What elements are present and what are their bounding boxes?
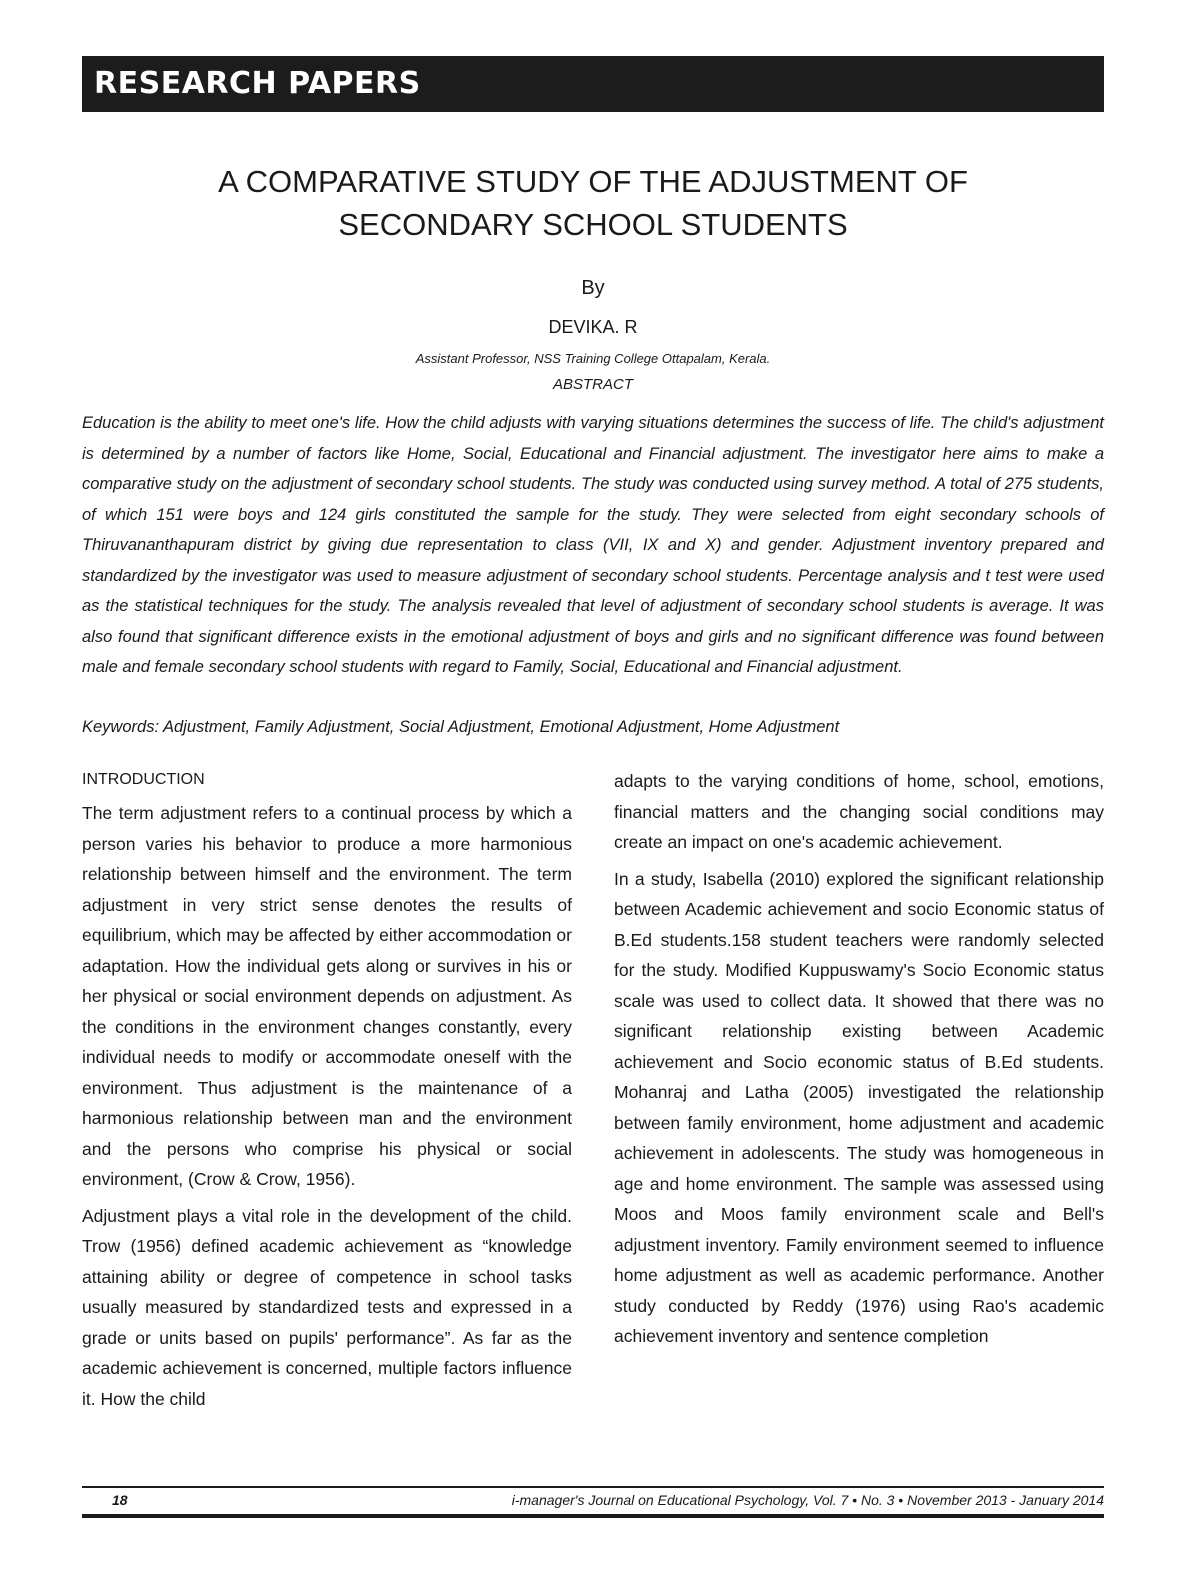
abstract-heading: ABSTRACT (552, 376, 633, 393)
right-paragraph-1: adapts to the varying conditions of home, school, emotions, financial matters and the changing social conditions may create an impact on one's academic achievement. (614, 771, 1104, 852)
left-paragraph-1: The term adjustment refers to a continual process by which a person varies his behavior to produce a more harmonious relationship between himself and the environment. The term adjustment in very strict sense denotes the results of equilibrium, which may be affected by either accommodation or adaptation. How the individual gets along or survives in his or her physical or social environment depends on adjustment. As the conditions in the environment changes constantly, every individual needs to modify or accommodate oneself with the environment. Thus adjustment is the maintenance of a harmonious relationship between man and the environment and the persons who comprise his physical or social environment, (Crow & Crow, 1956). (82, 803, 572, 1189)
section-banner (82, 56, 1104, 112)
footer-rule-bottom (82, 1514, 1104, 1518)
left-column (82, 766, 572, 1420)
keywords: Keywords: Adjustment, Family Adjustment, Social Adjustment, Emotional Adjustment, Home Adjustment (82, 718, 840, 736)
footer-rule-top (82, 1486, 1104, 1488)
right-column (614, 766, 1104, 1358)
author-name: DEVIKA. R (548, 317, 638, 337)
article-title (82, 160, 1104, 246)
author-affiliation: Assistant Professor, NSS Training College Ottapalam, Kerala. (415, 351, 771, 366)
by-line: By (581, 277, 605, 299)
title-line-1: A COMPARATIVE STUDY OF THE ADJUSTMENT OF (218, 164, 968, 199)
left-paragraph-2: Adjustment plays a vital role in the development of the child. Trow (1956) defined academic achievement as “knowledge attaining ability or degree of competence in school tasks usually measured by standardized tests and expressed in a grade or units based on pupils' performance”. As far as the academic achievement is concerned, multiple factors influence it. How the child (82, 1205, 572, 1409)
right-paragraph-2: In a study, Isabella (2010) explored the significant relationship between Academic achievement and socio Economic status of B.Ed students.158 student teachers were randomly selected for the study. Modified Kuppuswamy's Socio Economic status scale was used to collect data. It showed that there was no significant relationship existing between Academic achievement and Socio economic status of B.Ed students. Mohanraj and Latha (2005) investigated the relationship between family environment, home adjustment and academic achievement in adolescents. The study was homogeneous in age and home environment. The sample was assessed using Moos and Moos family environment scale and Bell's adjustment inventory. Family environment seemed to influence home adjustment as well as academic performance. Another study conducted by Reddy (1976) using Rao's academic achievement inventory and sentence completion (614, 868, 1104, 1346)
title-line-2: SECONDARY SCHOOL STUDENTS (338, 207, 848, 242)
page-number: 18 (112, 1492, 128, 1508)
abstract-text: Education is the ability to meet one's life. How the child adjusts with varying situations determines the success of life. The child's adjustment is determined by a number of factors like Home, Social, Educational and Financial adjustment. The investigator here aims to make a comparative study on the adjustment of secondary school students. The study was conducted using survey method. A total of 275 students, of which 151 were boys and 124 girls constituted the sample for the study. They were selected from eight secondary schools of Thiruvananthapuram district by giving due representation to class (VII, IX and X) and gender. Adjustment inventory prepared and standardized by the investigator was used to measure adjustment of secondary school students. Percentage analysis and t test were used as the statistical techniques for the study. The analysis revealed that level of adjustment of secondary school students is average. It was also found that significant difference exists in the emotional adjustment of boys and girls and no significant difference was found between male and female secondary school students with regard to Family, Social, Educational and Financial adjustment. (82, 414, 1104, 676)
introduction-heading: INTRODUCTION (82, 771, 205, 788)
journal-citation: i-manager's Journal on Educational Psychology, Vol. 7 • No. 3 • November 2013 - January 2014 (511, 1492, 1104, 1508)
section-label: RESEARCH PAPERS (94, 66, 421, 101)
